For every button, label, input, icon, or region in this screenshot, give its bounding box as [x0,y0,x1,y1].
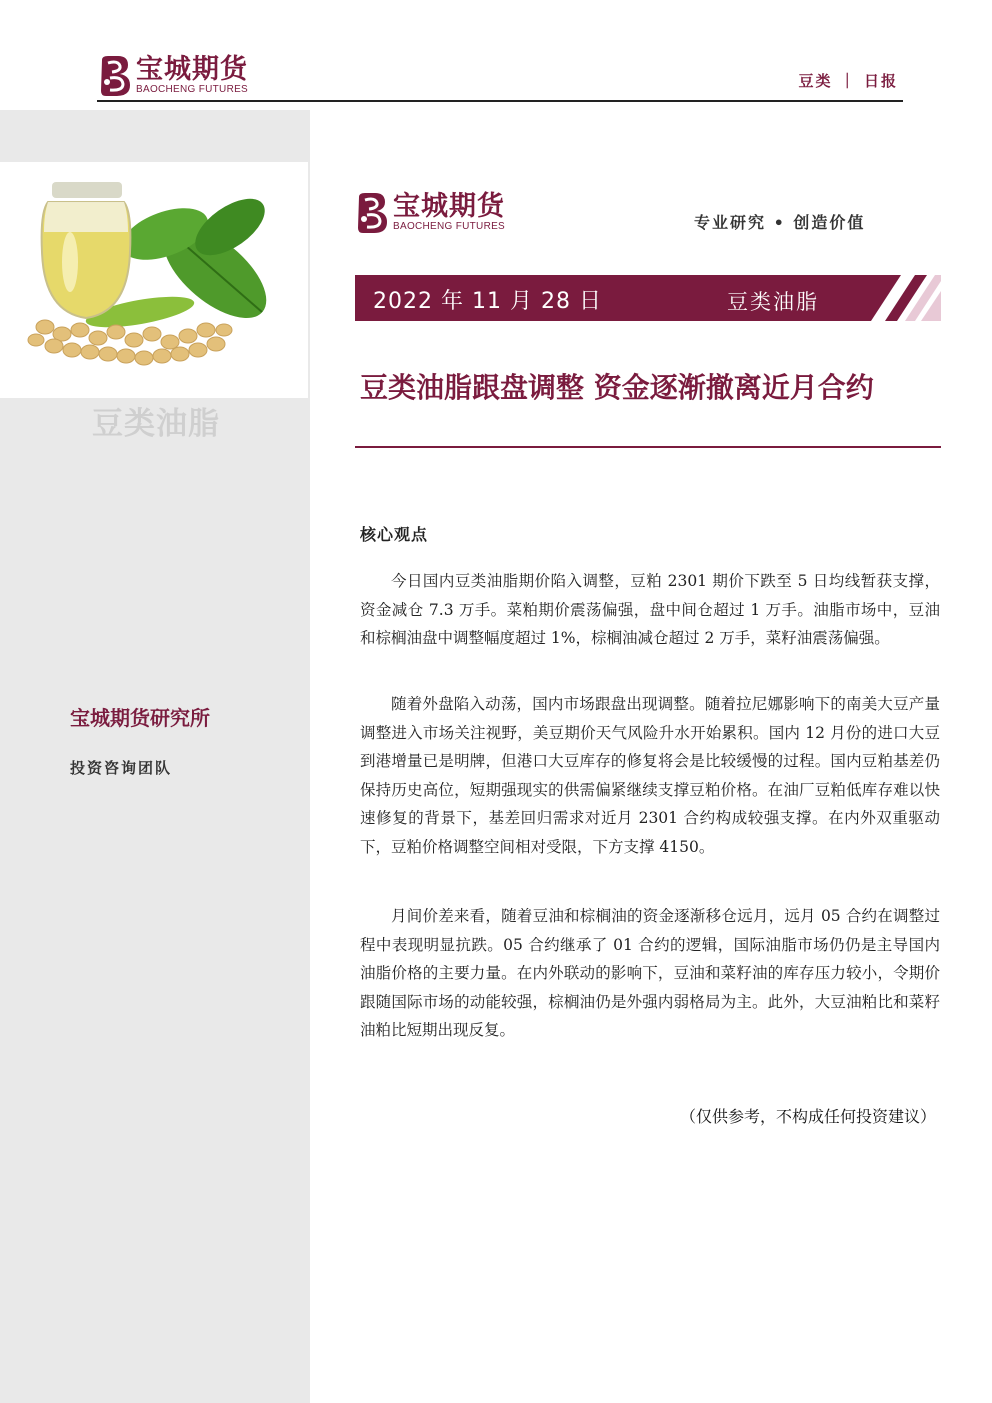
sidebar-watermark: 豆类油脂 [92,406,220,442]
brand-logo-icon [355,190,389,236]
brand-slogan: 专业研究 • 创造价值 [694,213,866,232]
section-heading: 核心观点 [360,525,429,544]
paragraph-1: 今日国内豆类油脂期价陷入调整，豆粕 2301 期价下跌至 5 日均线暂获支撑，资金减仓 7.3 万手。菜粕期价震荡偏强，盘中间仓超过 1 万手。油脂市场中，豆油和棕榈油盘中调整幅度超过 1%，棕榈油减仓超过 2 万手，菜籽油震荡偏强。 [360,572,940,648]
brand-logo-cn: 宝城期货 [393,191,505,222]
disclaimer: （仅供参考，不构成任何投资建议） [679,1107,936,1126]
date-banner [355,275,941,321]
header-divider [97,100,903,102]
banner-category: 豆类油脂 [727,290,819,314]
brand-logo [355,190,505,236]
header-logo-en: BAOCHENG FUTURES [136,84,249,95]
header-logo-cn: 宝城期货 [136,54,248,85]
page-title: 豆类油脂跟盘调整 资金逐渐撤离近月合约 [360,371,874,404]
company-logo-icon [98,54,132,98]
report-category: 豆类 ｜ 日报 [798,72,898,90]
title-divider [355,446,941,448]
paragraph-2: 随着外盘陷入动荡，国内市场跟盘出现调整。随着拉尼娜影响下的南美大豆产量调整进入市场关注视野，美豆期价天气风险升水开始累积。国内 12 月份的进口大豆到港增量已是明牌，但港口大豆库存的修复将会是比较缓慢的过程。国内豆粕基差仍保持历史高位，短期强现实的供需偏紧继续支撑豆粕价格。在油厂豆粕低库存难以快速修复的背景下，基差回归需求对近月 2301 合约构成较强支撑。在内外双重驱动下，豆粕价格调整空间相对受限，下方支撑 4150。 [360,695,940,856]
report-date: 2022 年 11 月 28 日 [373,289,602,314]
research-institute-name: 宝城期货研究所 [70,706,210,730]
cover-image [0,162,308,398]
brand-logo-en: BAOCHENG FUTURES [393,221,506,232]
header-logo [98,54,248,98]
team-name: 投资咨询团队 [70,759,173,777]
paragraph-3: 月间价差来看，随着豆油和棕榈油的资金逐渐移仓远月，远月 05 合约在调整过程中表现明显抗跌。05 合约继承了 01 合约的逻辑，国际油脂市场仍仍是主导国内油脂价格的主要力量。在内外联动的影响下，豆油和菜籽油的库存压力较小，令期价跟随国际市场的动能较强，棕榈油仍是外强内弱格局为主。此外，大豆油粕比和菜籽油粕比短期出现反复。 [360,907,940,1040]
soybean-oil-illustration [0,162,308,398]
